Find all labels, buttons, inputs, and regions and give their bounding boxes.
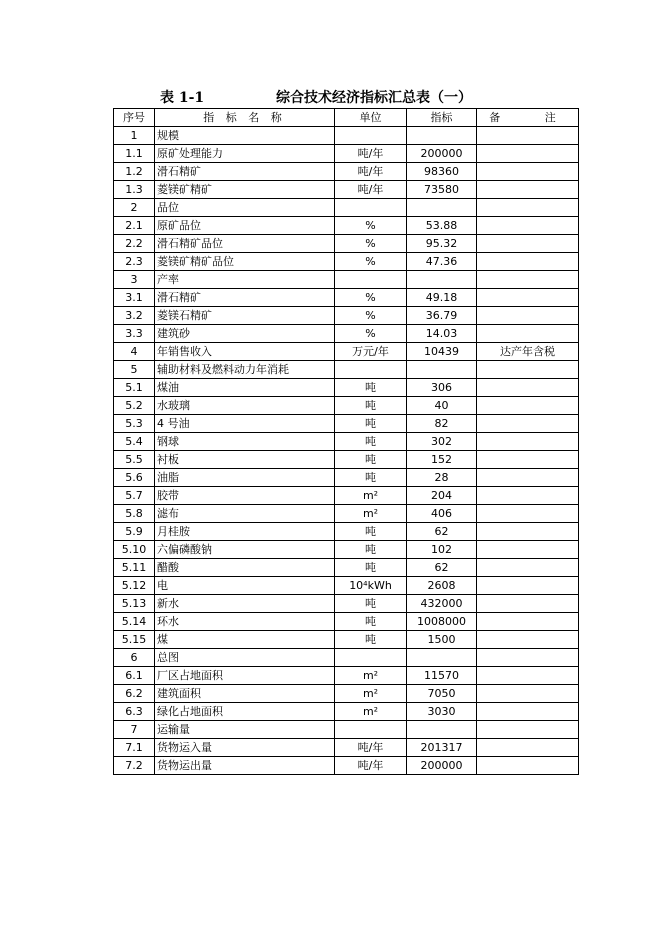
- unit-cell: 吨: [335, 541, 407, 559]
- indicator-name: 环水: [155, 613, 335, 631]
- table-row: [114, 289, 579, 307]
- row-number: 2.3: [114, 253, 155, 271]
- table-row: [114, 127, 579, 145]
- note-cell: [477, 271, 579, 289]
- value-cell: [407, 199, 477, 217]
- value-cell: 62: [407, 559, 477, 577]
- unit-cell: %: [335, 307, 407, 325]
- table-row: [114, 739, 579, 757]
- note-cell: [477, 487, 579, 505]
- note-cell: [477, 307, 579, 325]
- value-cell: [407, 271, 477, 289]
- table-row: [114, 343, 579, 361]
- row-number: 1.2: [114, 163, 155, 181]
- note-cell: [477, 325, 579, 343]
- col-header-note: 备 注: [477, 109, 579, 127]
- table-row: [114, 721, 579, 739]
- note-cell: [477, 361, 579, 379]
- table-row: [114, 307, 579, 325]
- note-cell: [477, 451, 579, 469]
- indicator-name: 厂区占地面积: [155, 667, 335, 685]
- table-row: [114, 361, 579, 379]
- unit-cell: %: [335, 253, 407, 271]
- row-number: 3.1: [114, 289, 155, 307]
- col-header-unit: 单位: [335, 109, 407, 127]
- unit-cell: [335, 271, 407, 289]
- note-cell: [477, 163, 579, 181]
- unit-cell: m²: [335, 685, 407, 703]
- table-row: [114, 613, 579, 631]
- value-cell: 152: [407, 451, 477, 469]
- row-number: 2.2: [114, 235, 155, 253]
- indicator-name: 4 号油: [155, 415, 335, 433]
- value-cell: 200000: [407, 145, 477, 163]
- row-number: 6: [114, 649, 155, 667]
- indicator-name: 滑石精矿: [155, 289, 335, 307]
- unit-cell: 吨: [335, 379, 407, 397]
- indicator-name: 建筑面积: [155, 685, 335, 703]
- unit-cell: 吨/年: [335, 739, 407, 757]
- col-header-no: 序号: [114, 109, 155, 127]
- unit-cell: 吨: [335, 613, 407, 631]
- table-row: [114, 523, 579, 541]
- unit-cell: 吨: [335, 559, 407, 577]
- header-row: [114, 109, 579, 127]
- table-row: [114, 685, 579, 703]
- note-cell: [477, 199, 579, 217]
- unit-cell: 吨: [335, 631, 407, 649]
- note-cell: [477, 253, 579, 271]
- row-number: 2.1: [114, 217, 155, 235]
- value-cell: 11570: [407, 667, 477, 685]
- value-cell: 49.18: [407, 289, 477, 307]
- value-cell: 2608: [407, 577, 477, 595]
- table-row: [114, 415, 579, 433]
- unit-cell: 吨/年: [335, 181, 407, 199]
- unit-cell: 吨/年: [335, 145, 407, 163]
- table-row: [114, 271, 579, 289]
- note-cell: 达产年含税: [477, 343, 579, 361]
- unit-cell: 吨: [335, 397, 407, 415]
- indicator-name: 菱镁矿精矿品位: [155, 253, 335, 271]
- value-cell: 1008000: [407, 613, 477, 631]
- table-row: [114, 559, 579, 577]
- value-cell: [407, 127, 477, 145]
- table-row: [114, 469, 579, 487]
- value-cell: 36.79: [407, 307, 477, 325]
- unit-cell: 10⁴kWh: [335, 577, 407, 595]
- note-cell: [477, 181, 579, 199]
- note-cell: [477, 127, 579, 145]
- indicator-name: 滤布: [155, 505, 335, 523]
- unit-cell: 吨/年: [335, 757, 407, 775]
- indicator-name: 水玻璃: [155, 397, 335, 415]
- note-cell: [477, 469, 579, 487]
- note-cell: [477, 631, 579, 649]
- unit-cell: 吨: [335, 469, 407, 487]
- row-number: 5.11: [114, 559, 155, 577]
- row-number: 6.1: [114, 667, 155, 685]
- table-row: [114, 667, 579, 685]
- unit-cell: [335, 127, 407, 145]
- unit-cell: %: [335, 289, 407, 307]
- note-cell: [477, 559, 579, 577]
- row-number: 5.12: [114, 577, 155, 595]
- unit-cell: 万元/年: [335, 343, 407, 361]
- table-row: [114, 235, 579, 253]
- row-number: 5.4: [114, 433, 155, 451]
- value-cell: 306: [407, 379, 477, 397]
- table-row: [114, 379, 579, 397]
- table-row: [114, 703, 579, 721]
- indicator-name: 滑石精矿品位: [155, 235, 335, 253]
- row-number: 5.15: [114, 631, 155, 649]
- value-cell: [407, 649, 477, 667]
- row-number: 5.14: [114, 613, 155, 631]
- unit-cell: [335, 649, 407, 667]
- table-row: [114, 757, 579, 775]
- table-row: [114, 217, 579, 235]
- value-cell: 200000: [407, 757, 477, 775]
- note-cell: [477, 685, 579, 703]
- note-cell: [477, 433, 579, 451]
- row-number: 5.2: [114, 397, 155, 415]
- note-cell: [477, 739, 579, 757]
- note-cell: [477, 667, 579, 685]
- indicator-name: 货物运入量: [155, 739, 335, 757]
- indicator-name: 辅助材料及燃料动力年消耗: [155, 361, 335, 379]
- value-cell: 62: [407, 523, 477, 541]
- value-cell: [407, 361, 477, 379]
- indicator-name: 品位: [155, 199, 335, 217]
- value-cell: 204: [407, 487, 477, 505]
- row-number: 5.9: [114, 523, 155, 541]
- unit-cell: 吨/年: [335, 163, 407, 181]
- row-number: 5.5: [114, 451, 155, 469]
- value-cell: 28: [407, 469, 477, 487]
- indicator-name: 运输量: [155, 721, 335, 739]
- unit-cell: 吨: [335, 415, 407, 433]
- note-cell: [477, 505, 579, 523]
- row-number: 7.1: [114, 739, 155, 757]
- row-number: 3.2: [114, 307, 155, 325]
- note-cell: [477, 721, 579, 739]
- indicator-name: 产率: [155, 271, 335, 289]
- table-row: [114, 541, 579, 559]
- row-number: 5: [114, 361, 155, 379]
- row-number: 6.2: [114, 685, 155, 703]
- indicator-name: 规模: [155, 127, 335, 145]
- value-cell: 40: [407, 397, 477, 415]
- note-cell: [477, 397, 579, 415]
- table-row: [114, 649, 579, 667]
- indicator-name: 原矿处理能力: [155, 145, 335, 163]
- value-cell: 73580: [407, 181, 477, 199]
- row-number: 5.7: [114, 487, 155, 505]
- indicator-name: 胶带: [155, 487, 335, 505]
- unit-cell: 吨: [335, 595, 407, 613]
- row-number: 6.3: [114, 703, 155, 721]
- value-cell: 302: [407, 433, 477, 451]
- row-number: 4: [114, 343, 155, 361]
- indicator-name: 总图: [155, 649, 335, 667]
- indicator-name: 六偏磷酸钠: [155, 541, 335, 559]
- unit-cell: %: [335, 325, 407, 343]
- value-cell: 3030: [407, 703, 477, 721]
- indicator-name: 衬板: [155, 451, 335, 469]
- row-number: 3: [114, 271, 155, 289]
- note-cell: [477, 757, 579, 775]
- table-row: [114, 199, 579, 217]
- table-row: [114, 631, 579, 649]
- value-cell: 201317: [407, 739, 477, 757]
- indicator-name: 钢球: [155, 433, 335, 451]
- table-number: 表 1-1: [160, 90, 205, 106]
- unit-cell: [335, 361, 407, 379]
- row-number: 2: [114, 199, 155, 217]
- table-row: [114, 577, 579, 595]
- indicator-name: 煤: [155, 631, 335, 649]
- row-number: 1.3: [114, 181, 155, 199]
- value-cell: 82: [407, 415, 477, 433]
- unit-cell: 吨: [335, 451, 407, 469]
- note-cell: [477, 649, 579, 667]
- value-cell: 10439: [407, 343, 477, 361]
- value-cell: 14.03: [407, 325, 477, 343]
- table-row: [114, 595, 579, 613]
- unit-cell: %: [335, 217, 407, 235]
- note-cell: [477, 523, 579, 541]
- row-number: 5.13: [114, 595, 155, 613]
- indicator-name: 醋酸: [155, 559, 335, 577]
- unit-cell: m²: [335, 505, 407, 523]
- note-cell: [477, 541, 579, 559]
- table-row: [114, 325, 579, 343]
- table-row: [114, 397, 579, 415]
- indicator-name: 原矿品位: [155, 217, 335, 235]
- row-number: 5.10: [114, 541, 155, 559]
- indicator-name: 绿化占地面积: [155, 703, 335, 721]
- value-cell: [407, 721, 477, 739]
- note-cell: [477, 577, 579, 595]
- table-row: [114, 433, 579, 451]
- note-cell: [477, 415, 579, 433]
- indicator-name: 油脂: [155, 469, 335, 487]
- value-cell: 7050: [407, 685, 477, 703]
- note-cell: [477, 289, 579, 307]
- note-cell: [477, 595, 579, 613]
- table-row: [114, 145, 579, 163]
- unit-cell: %: [335, 235, 407, 253]
- note-cell: [477, 145, 579, 163]
- value-cell: 98360: [407, 163, 477, 181]
- table-row: [114, 505, 579, 523]
- indicator-name: 菱镁石精矿: [155, 307, 335, 325]
- note-cell: [477, 703, 579, 721]
- row-number: 5.3: [114, 415, 155, 433]
- note-cell: [477, 379, 579, 397]
- indicator-name: 煤油: [155, 379, 335, 397]
- unit-cell: 吨: [335, 433, 407, 451]
- indicator-name: 建筑砂: [155, 325, 335, 343]
- indicator-name: 年销售收入: [155, 343, 335, 361]
- value-cell: 47.36: [407, 253, 477, 271]
- unit-cell: m²: [335, 487, 407, 505]
- value-cell: 406: [407, 505, 477, 523]
- table-caption: [0, 87, 662, 107]
- note-cell: [477, 235, 579, 253]
- indicator-name: 电: [155, 577, 335, 595]
- col-header-value: 指标: [407, 109, 477, 127]
- row-number: 7.2: [114, 757, 155, 775]
- row-number: 1.1: [114, 145, 155, 163]
- row-number: 3.3: [114, 325, 155, 343]
- indicator-name: 月桂胺: [155, 523, 335, 541]
- value-cell: 102: [407, 541, 477, 559]
- table-row: [114, 451, 579, 469]
- value-cell: 53.88: [407, 217, 477, 235]
- indicator-name: 货物运出量: [155, 757, 335, 775]
- unit-cell: [335, 721, 407, 739]
- row-number: 1: [114, 127, 155, 145]
- table-row: [114, 163, 579, 181]
- row-number: 5.6: [114, 469, 155, 487]
- indicator-name: 滑石精矿: [155, 163, 335, 181]
- note-cell: [477, 613, 579, 631]
- indicator-table: [113, 108, 579, 775]
- unit-cell: m²: [335, 667, 407, 685]
- unit-cell: m²: [335, 703, 407, 721]
- row-number: 5.1: [114, 379, 155, 397]
- note-cell: [477, 217, 579, 235]
- table-row: [114, 181, 579, 199]
- row-number: 5.8: [114, 505, 155, 523]
- unit-cell: 吨: [335, 523, 407, 541]
- table-row: [114, 253, 579, 271]
- indicator-name: 菱镁矿精矿: [155, 181, 335, 199]
- col-header-name: 指 标 名 称: [155, 109, 335, 127]
- table-title: 综合技术经济指标汇总表（一）: [276, 90, 472, 106]
- value-cell: 432000: [407, 595, 477, 613]
- table-row: [114, 487, 579, 505]
- value-cell: 95.32: [407, 235, 477, 253]
- table-body: [114, 127, 579, 775]
- row-number: 7: [114, 721, 155, 739]
- value-cell: 1500: [407, 631, 477, 649]
- unit-cell: [335, 199, 407, 217]
- indicator-name: 新水: [155, 595, 335, 613]
